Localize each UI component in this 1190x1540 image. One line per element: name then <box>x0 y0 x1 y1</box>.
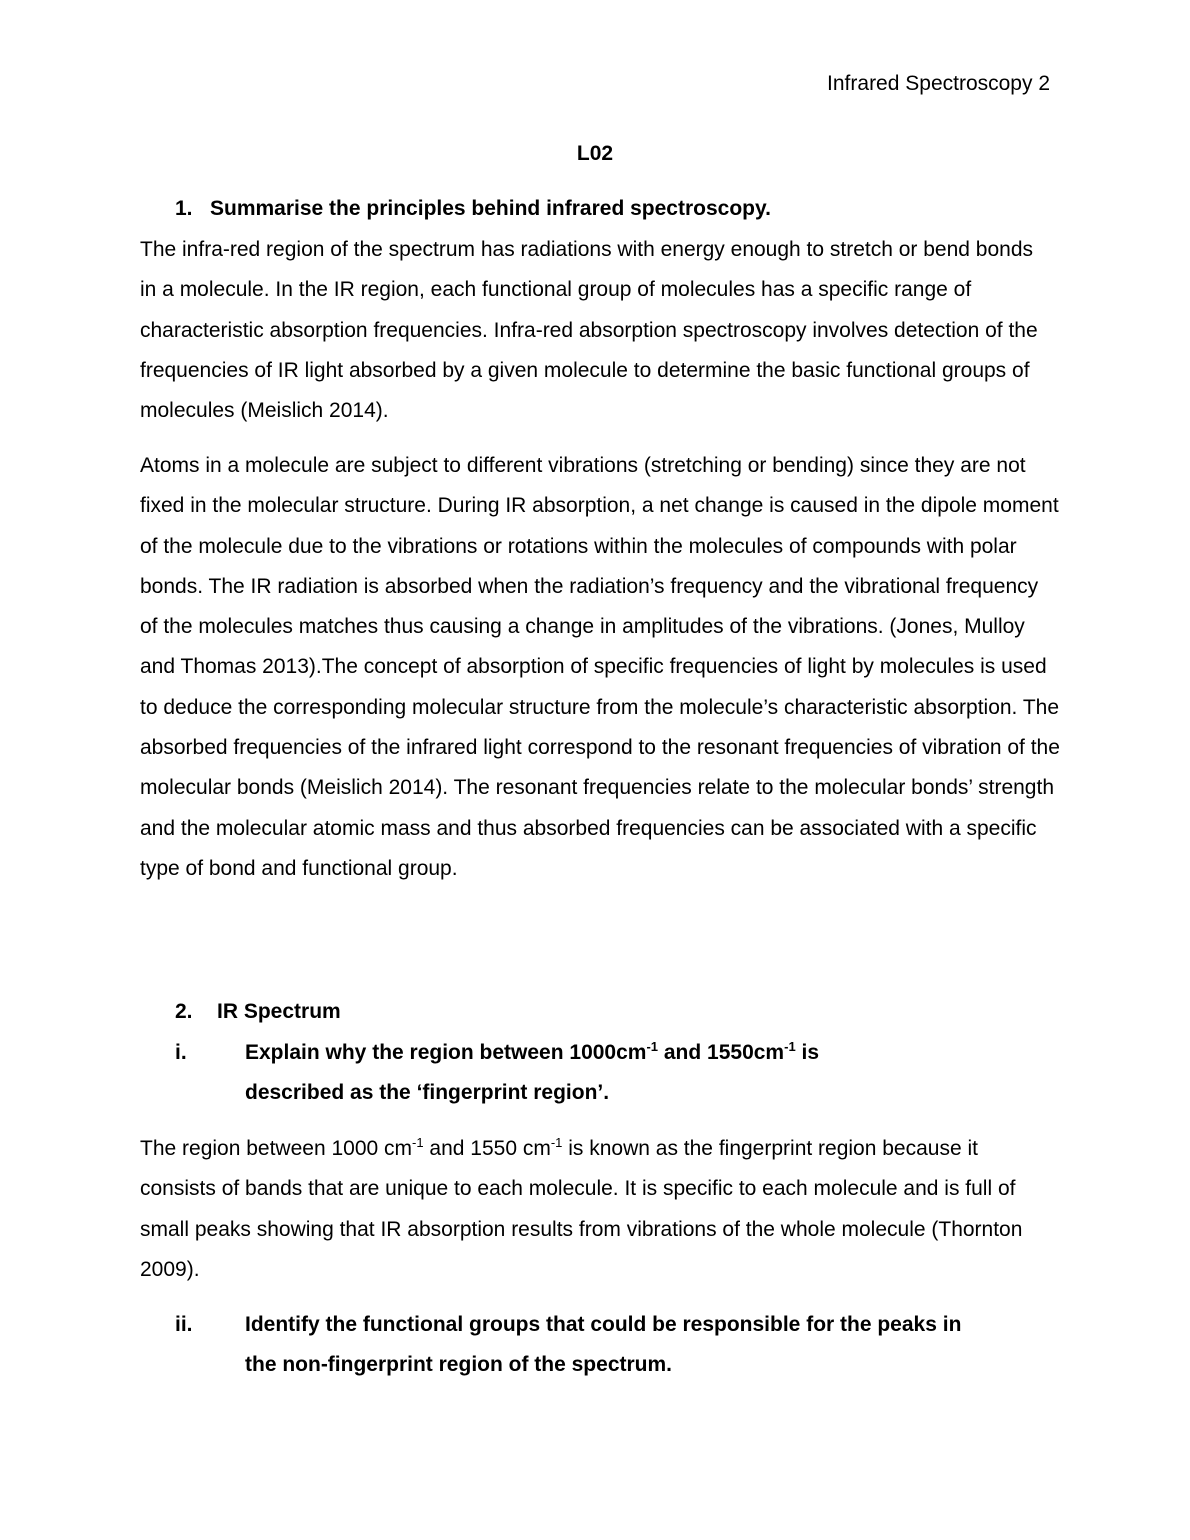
section-1-paragraph-1: The infra-red region of the spectrum has radiations with energy enough to stretch or bend bonds in a molecule. In the IR region, each functional group of molecules has a specific range of characteristic absorption frequencies. Infra-red absorption spectroscopy involves detection of the frequencies of IR light absorbed by a given molecule to determine the basic functional groups of molecules (Meislich 2014). <box>140 238 1038 423</box>
question-ii-line-1: Identify the functional groups that could be responsible for the peaks in <box>245 1313 962 1336</box>
superscript-minus-1: -1 <box>784 1039 796 1054</box>
superscript-minus-1: -1 <box>646 1039 659 1054</box>
answer-i-paragraph: The region between 1000 $cm^{-1}$ and 1550 $cm^{-1}$ is known as the fingerprint region because it consists of bands that are unique to each molecule. It is specific to each molecule and is full of small peaks showing that IR absorption results from vibrations of the whole molecule (Thornton 2009). <box>140 1135 1023 1281</box>
question-i-label: i. <box>175 1041 187 1064</box>
document-title: L02 <box>576 142 614 165</box>
superscript-minus-1: -1 <box>550 1135 563 1150</box>
running-header: Infrared Spectroscopy 2 <box>827 72 1050 95</box>
question-ii-label: ii. <box>175 1313 193 1336</box>
section-1-number: 1. <box>175 197 193 220</box>
section-1-heading: Summarise the principles behind infrared spectroscopy. <box>210 197 771 220</box>
question-i-line-1: Explain why the region between $1000cm^{-1}$ and $1550cm^{-1}$ is <box>245 1039 820 1064</box>
question-ii-line-2: the non-fingerprint region of the spectrum. <box>245 1353 672 1376</box>
section-1-paragraph-2: Atoms in a molecule are subject to different vibrations (stretching or bending) since they are not fixed in the molecular structure. During IR absorption, a net change is caused in the dipole moment of the molecule due to the vibrations or rotations within the molecules of compounds with polar bonds. The IR radiation is absorbed when the radiation’s frequency and the vibrational frequency of the molecules matches thus causing a change in amplitudes of the vibrations. (Jones, Mulloy and Thomas 2013).The concept of absorption of specific frequencies of light by molecules is used to deduce the corresponding molecular structure from the molecule’s characteristic absorption. The absorbed frequencies of the infrared light correspond to the resonant frequencies of vibration of the molecular bonds (Meislich 2014). The resonant frequencies relate to the molecular bonds’ strength and the molecular atomic mass and thus absorbed frequencies can be associated with a specific type of bond and functional group. <box>140 454 1060 880</box>
section-2-heading: IR Spectrum <box>217 1000 341 1023</box>
superscript-minus-1: -1 <box>412 1135 424 1150</box>
section-2-number: 2. <box>175 1000 193 1023</box>
question-i-line-2: described as the ‘fingerprint region’. <box>245 1081 610 1104</box>
